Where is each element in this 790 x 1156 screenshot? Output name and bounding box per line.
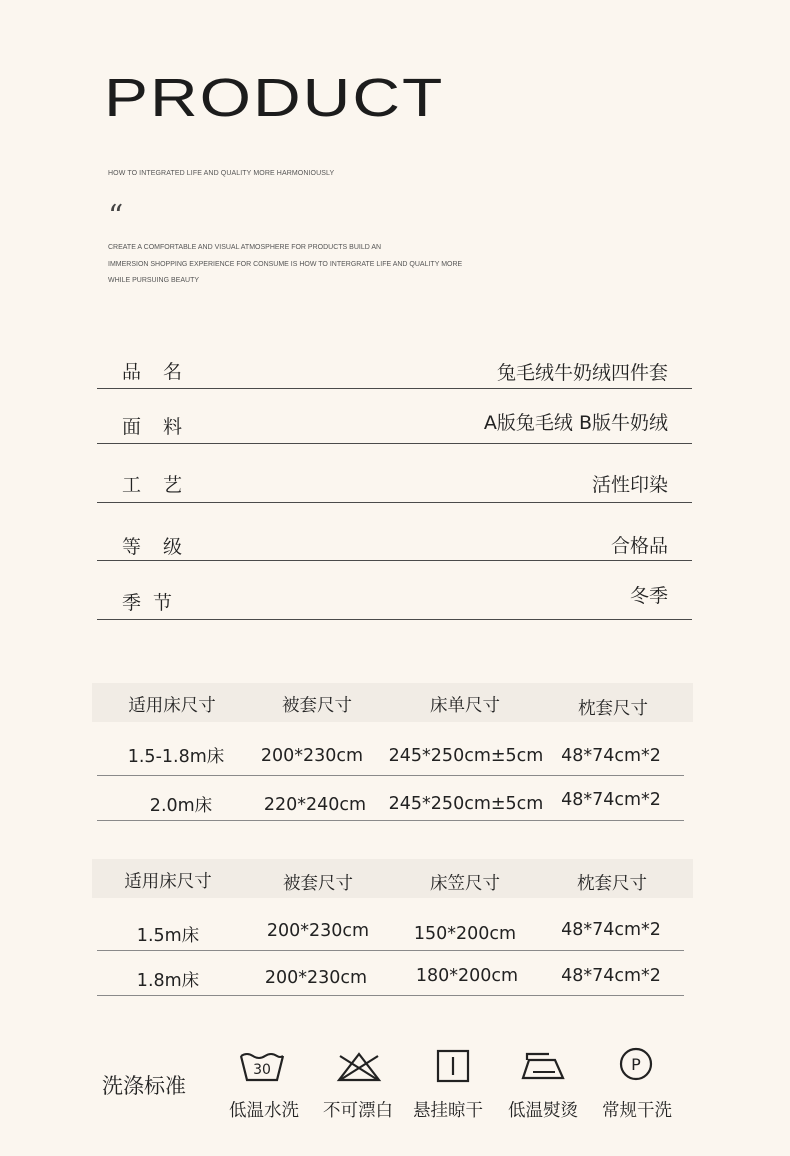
dry-clean-letter: P bbox=[631, 1055, 641, 1074]
table-cell: 220*240cm bbox=[263, 795, 367, 815]
table-cell: 245*250cm±5cm bbox=[388, 794, 544, 814]
care-label: 常规干洗 bbox=[602, 1101, 672, 1121]
table-divider bbox=[97, 950, 684, 951]
spec-value: 冬季 bbox=[629, 585, 668, 607]
care-label: 低温水洗 bbox=[229, 1101, 299, 1121]
table-header-cell: 枕套尺寸 bbox=[577, 874, 647, 894]
spec-value: 合格品 bbox=[610, 535, 668, 557]
table-cell: 48*74cm*2 bbox=[561, 790, 661, 810]
table-cell: 180*200cm bbox=[415, 966, 519, 986]
wash-30-icon bbox=[237, 1048, 287, 1084]
spec-row-season bbox=[97, 578, 692, 620]
table-cell: 48*74cm*2 bbox=[561, 920, 661, 940]
table-cell: 2.0m床 bbox=[149, 796, 213, 816]
table-cell: 1.8m床 bbox=[136, 971, 200, 991]
wash-temp-text: 30 bbox=[253, 1062, 271, 1078]
table-cell: 1.5m床 bbox=[136, 926, 200, 946]
care-label: 悬挂晾干 bbox=[413, 1101, 483, 1121]
table-header-cell: 被套尺寸 bbox=[283, 874, 353, 894]
intro-line: WHILE PURSUING BEAUTY bbox=[108, 277, 200, 284]
intro-line: CREATE A COMFORTABLE AND VISUAL ATMOSPHERE FOR PRODUCTS BUILD AN bbox=[108, 244, 382, 251]
table-header-cell: 床笠尺寸 bbox=[430, 874, 500, 894]
hang-dry-icon bbox=[428, 1048, 478, 1084]
spec-label: 工艺 bbox=[122, 474, 205, 496]
intro-line: IMMERSION SHOPPING EXPERIENCE FOR CONSUME IS HOW TO INTERGRATE LIFE AND QUALITY MORE bbox=[108, 260, 463, 268]
iron-low-icon bbox=[519, 1048, 569, 1084]
dry-clean-p-icon bbox=[611, 1046, 661, 1082]
tagline: HOW TO INTEGRATED LIFE AND QUALITY MORE HARMONIOUSLY bbox=[108, 170, 335, 177]
table-header-cell: 床单尺寸 bbox=[430, 696, 500, 716]
table-header-cell: 适用床尺寸 bbox=[124, 872, 212, 892]
table-header-cell: 枕套尺寸 bbox=[578, 699, 648, 719]
table-cell: 200*230cm bbox=[264, 968, 368, 988]
spec-value: 兔毛绒牛奶绒四件套 bbox=[496, 362, 668, 384]
product-logo: PRODUCT bbox=[104, 66, 445, 128]
care-title: 洗涤标准 bbox=[102, 1074, 186, 1098]
spec-label: 品名 bbox=[122, 361, 205, 383]
spec-label: 季节 bbox=[122, 592, 185, 614]
no-bleach-icon bbox=[334, 1048, 384, 1084]
table-cell: 150*200cm bbox=[413, 924, 517, 944]
table-cell: 200*230cm bbox=[266, 921, 370, 941]
table-divider bbox=[97, 820, 684, 821]
spec-value: 活性印染 bbox=[591, 474, 668, 496]
quote-mark-icon: “ bbox=[108, 199, 124, 234]
table-cell: 245*250cm±5cm bbox=[388, 746, 544, 766]
spec-label: 等级 bbox=[122, 536, 205, 558]
table-cell: 48*74cm*2 bbox=[561, 966, 661, 986]
table-divider bbox=[97, 995, 684, 996]
intro-paragraph bbox=[108, 240, 462, 290]
care-label: 不可漂白 bbox=[323, 1101, 393, 1121]
table-cell: 48*74cm*2 bbox=[561, 746, 661, 766]
table-cell: 200*230cm bbox=[260, 746, 364, 766]
table-header-cell: 被套尺寸 bbox=[282, 696, 352, 716]
care-label: 低温熨烫 bbox=[508, 1101, 578, 1121]
table-divider bbox=[97, 775, 684, 776]
spec-label: 面料 bbox=[122, 416, 205, 438]
table-header-cell: 适用床尺寸 bbox=[128, 696, 216, 716]
table-cell: 1.5-1.8m床 bbox=[127, 747, 225, 767]
spec-value: A版兔毛绒 B版牛奶绒 bbox=[483, 412, 668, 434]
